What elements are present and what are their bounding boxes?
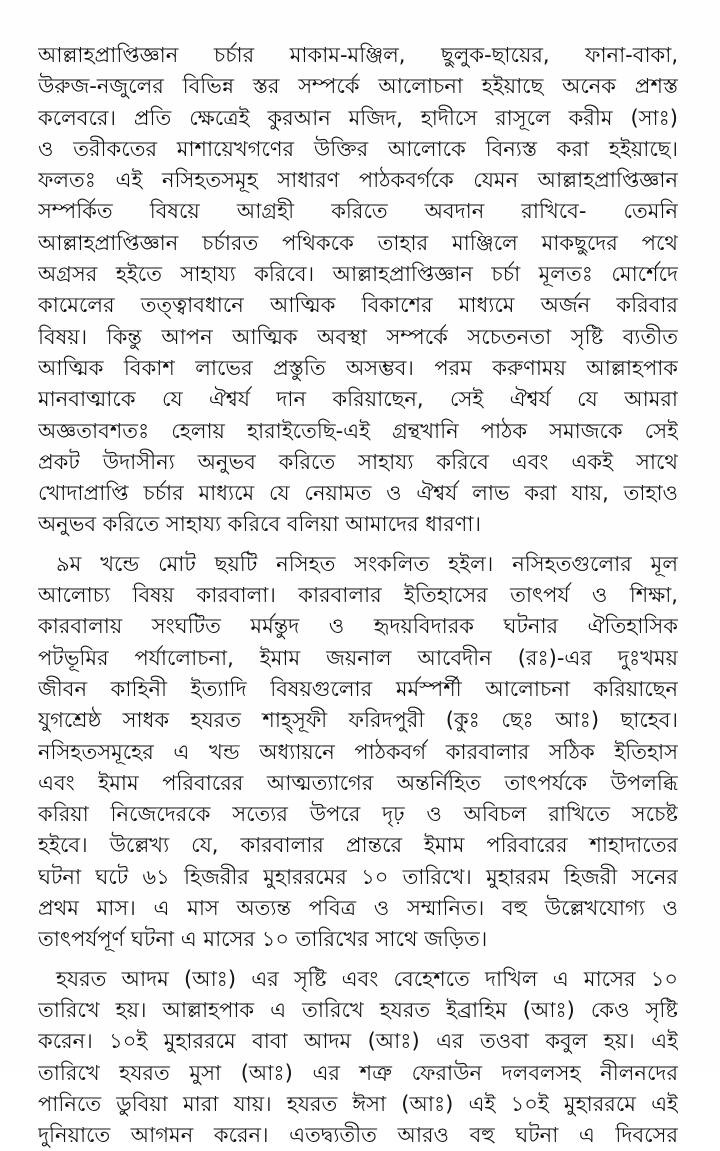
text-line: প্রথম মাস। এ মাস অত্যন্ত পবিত্র ও সম্মানিত। বহু উল্লেখযোগ্য ও <box>38 896 678 921</box>
text-line: হইবে। উল্লেখ্য যে, কারবালার প্রান্তরে ইমাম পরিবারের শাহাদাতের <box>38 833 678 858</box>
text-line: তাৎপর্যপূর্ণ ঘটনা এ মাসের ১০ তারিখের সাথে জড়িত। <box>38 927 488 952</box>
text-line: কামেলের তত্ত্বাবধানে আত্মিক বিকাশের মাধ্যমে অর্জন করিবার <box>38 293 678 318</box>
text-line: সম্পর্কিত বিষয়ে আগ্রহী করিতে অবদান রাখিবে- তেমনি <box>38 199 678 224</box>
text-line: অনুভব করিতে সাহায্য করিবে বলিয়া আমাদের ধারণা। <box>38 512 481 537</box>
text-line: এবং ইমাম পরিবারের আত্মত্যাগের অন্তর্নিহিত তাৎপর্যকে উপলব্ধি <box>38 770 678 795</box>
text-line: উরুজ-নজুলের বিভিন্ন স্তর সম্পর্কে আলোচনা হইয়াছে অনেক প্রশস্ত <box>38 74 678 99</box>
text-line: খোদাপ্রাপ্তি চর্চার মাধ্যমে যে নেয়ামত ও ঐশ্বর্য লাভ করা যায়, তাহাও <box>38 481 678 506</box>
text-line: ও তরীকতের মাশায়েখগণের উক্তির আলোকে বিন্যস্ত করা হইয়াছে। <box>38 136 678 161</box>
text-line: জীবন কাহিনী ইত্যাদি বিষয়গুলোর মর্মস্পর্শী আলোচনা করিয়াছেন <box>38 676 678 701</box>
text-line: ৯ম খন্ডে মোট ছয়টি নসিহত সংকলিত হইল। নসিহতগুলোর মূল <box>56 551 678 576</box>
text-line: আত্মিক বিকাশ লাভের প্রস্তুতি অসম্ভব। পরম করুণাময় আল্লাহপাক <box>38 355 678 380</box>
text-line: হযরত আদম (আঃ) এর সৃষ্টি এবং বেহেশতে দাখিল এ মাসের ১০ <box>56 966 678 991</box>
paragraph-3 <box>38 964 678 1151</box>
paragraph-1 <box>38 40 678 541</box>
text-line: ঘটনা ঘটে ৬১ হিজরীর মুহাররমের ১০ তারিখে। মুহাররম হিজরী সনের <box>38 864 678 889</box>
text-line: তারিখে হযরত মুসা (আঃ) এর শত্রু ফেরাউন দলবলসহ নীলনদের <box>38 1060 678 1085</box>
text-line: ফলতঃ এই নসিহতসমূহ সাধারণ পাঠকবর্গকে যেমন আল্লাহপ্রাপ্তিজ্ঞান <box>38 168 678 193</box>
text-line: নসিহতসমূহের এ খন্ড অধ্যায়নে পাঠকবর্গ কারবালার সঠিক ইতিহাস <box>38 739 678 764</box>
text-line: পটভূমির পর্যালোচনা, ইমাম জয়নাল আবেদীন (রঃ)-এর দুঃখময় <box>38 645 678 670</box>
text-line: বিষয়। কিন্তু আপন আত্মিক অবস্থা সম্পর্কে সচেতনতা সৃষ্টি ব্যতীত <box>38 324 678 349</box>
text-line: অগ্রসর হইতে সাহায্য করিবে। আল্লাহপ্রাপ্তিজ্ঞান চর্চা মূলতঃ মোর্শেদে <box>38 262 678 287</box>
text-line: মানবাত্মাকে যে ঐশ্বর্য দান করিয়াছেন, সেই ঐশ্বর্য যে আমরা <box>38 387 678 412</box>
paragraph-2 <box>38 549 678 956</box>
text-line: কারবালায় সংঘটিত মর্মন্তুদ ও হৃদয়বিদারক ঘটনার ঐতিহাসিক <box>38 614 678 639</box>
text-line: আল্লাহপ্রাপ্তিজ্ঞান চর্চারত পথিককে তাহার মাঞ্জিলে মাকছুদের পথে <box>38 230 678 255</box>
text-line: যুগশ্রেষ্ঠ সাধক হযরত শাহ্‌সূফী ফরিদপুরী (কুঃ ছেঃ আঃ) ছাহেব। <box>38 708 678 733</box>
text-line: করেন। ১০ই মুহাররমে বাবা আদম (আঃ) এর তওবা কবুল হয়। এই <box>38 1029 678 1054</box>
text-line: আলোচ্য বিষয় কারবালা। কারবালার ইতিহাসের তাৎপর্য ও শিক্ষা, <box>38 583 678 608</box>
text-line: তারিখে হয়। আল্লাহপাক এ তারিখে হযরত ইব্রাহিম (আঃ) কেও সৃষ্টি <box>38 997 678 1022</box>
text-line: করিয়া নিজেদেরকে সত্যের উপরে দৃঢ় ও অবিচল রাখিতে সচেষ্ট <box>38 802 678 827</box>
text-line: কলেবরে। প্রতি ক্ষেত্রেই কুরআন মজিদ, হাদীসে রাসূলে করীম (সাঃ) <box>38 105 678 130</box>
text-line: পানিতে ডুবিয়া মারা যায়। হযরত ঈসা (আঃ) এই ১০ই মুহাররমে এই <box>38 1091 678 1116</box>
body-text <box>38 40 678 1151</box>
text-line: আল্লাহপ্রাপ্তিজ্ঞান চর্চার মাকাম-মঞ্জিল, ছুলুক-ছায়ের, ফানা-বাকা, <box>38 43 678 67</box>
text-line: প্রকট উদাসীন্য অনুভব করিতে সাহায্য করিবে এবং একই সাথে <box>38 449 678 474</box>
text-line: দুনিয়াতে আগমন করেন। এতদ্ব্যতীত আরও বহু ঘটনা এ দিবসের <box>38 1123 678 1148</box>
text-line: অজ্ঞতাবশতঃ হেলায় হারাইতেছি-এই গ্রন্থখানি পাঠক সমাজকে সেই <box>38 418 678 443</box>
